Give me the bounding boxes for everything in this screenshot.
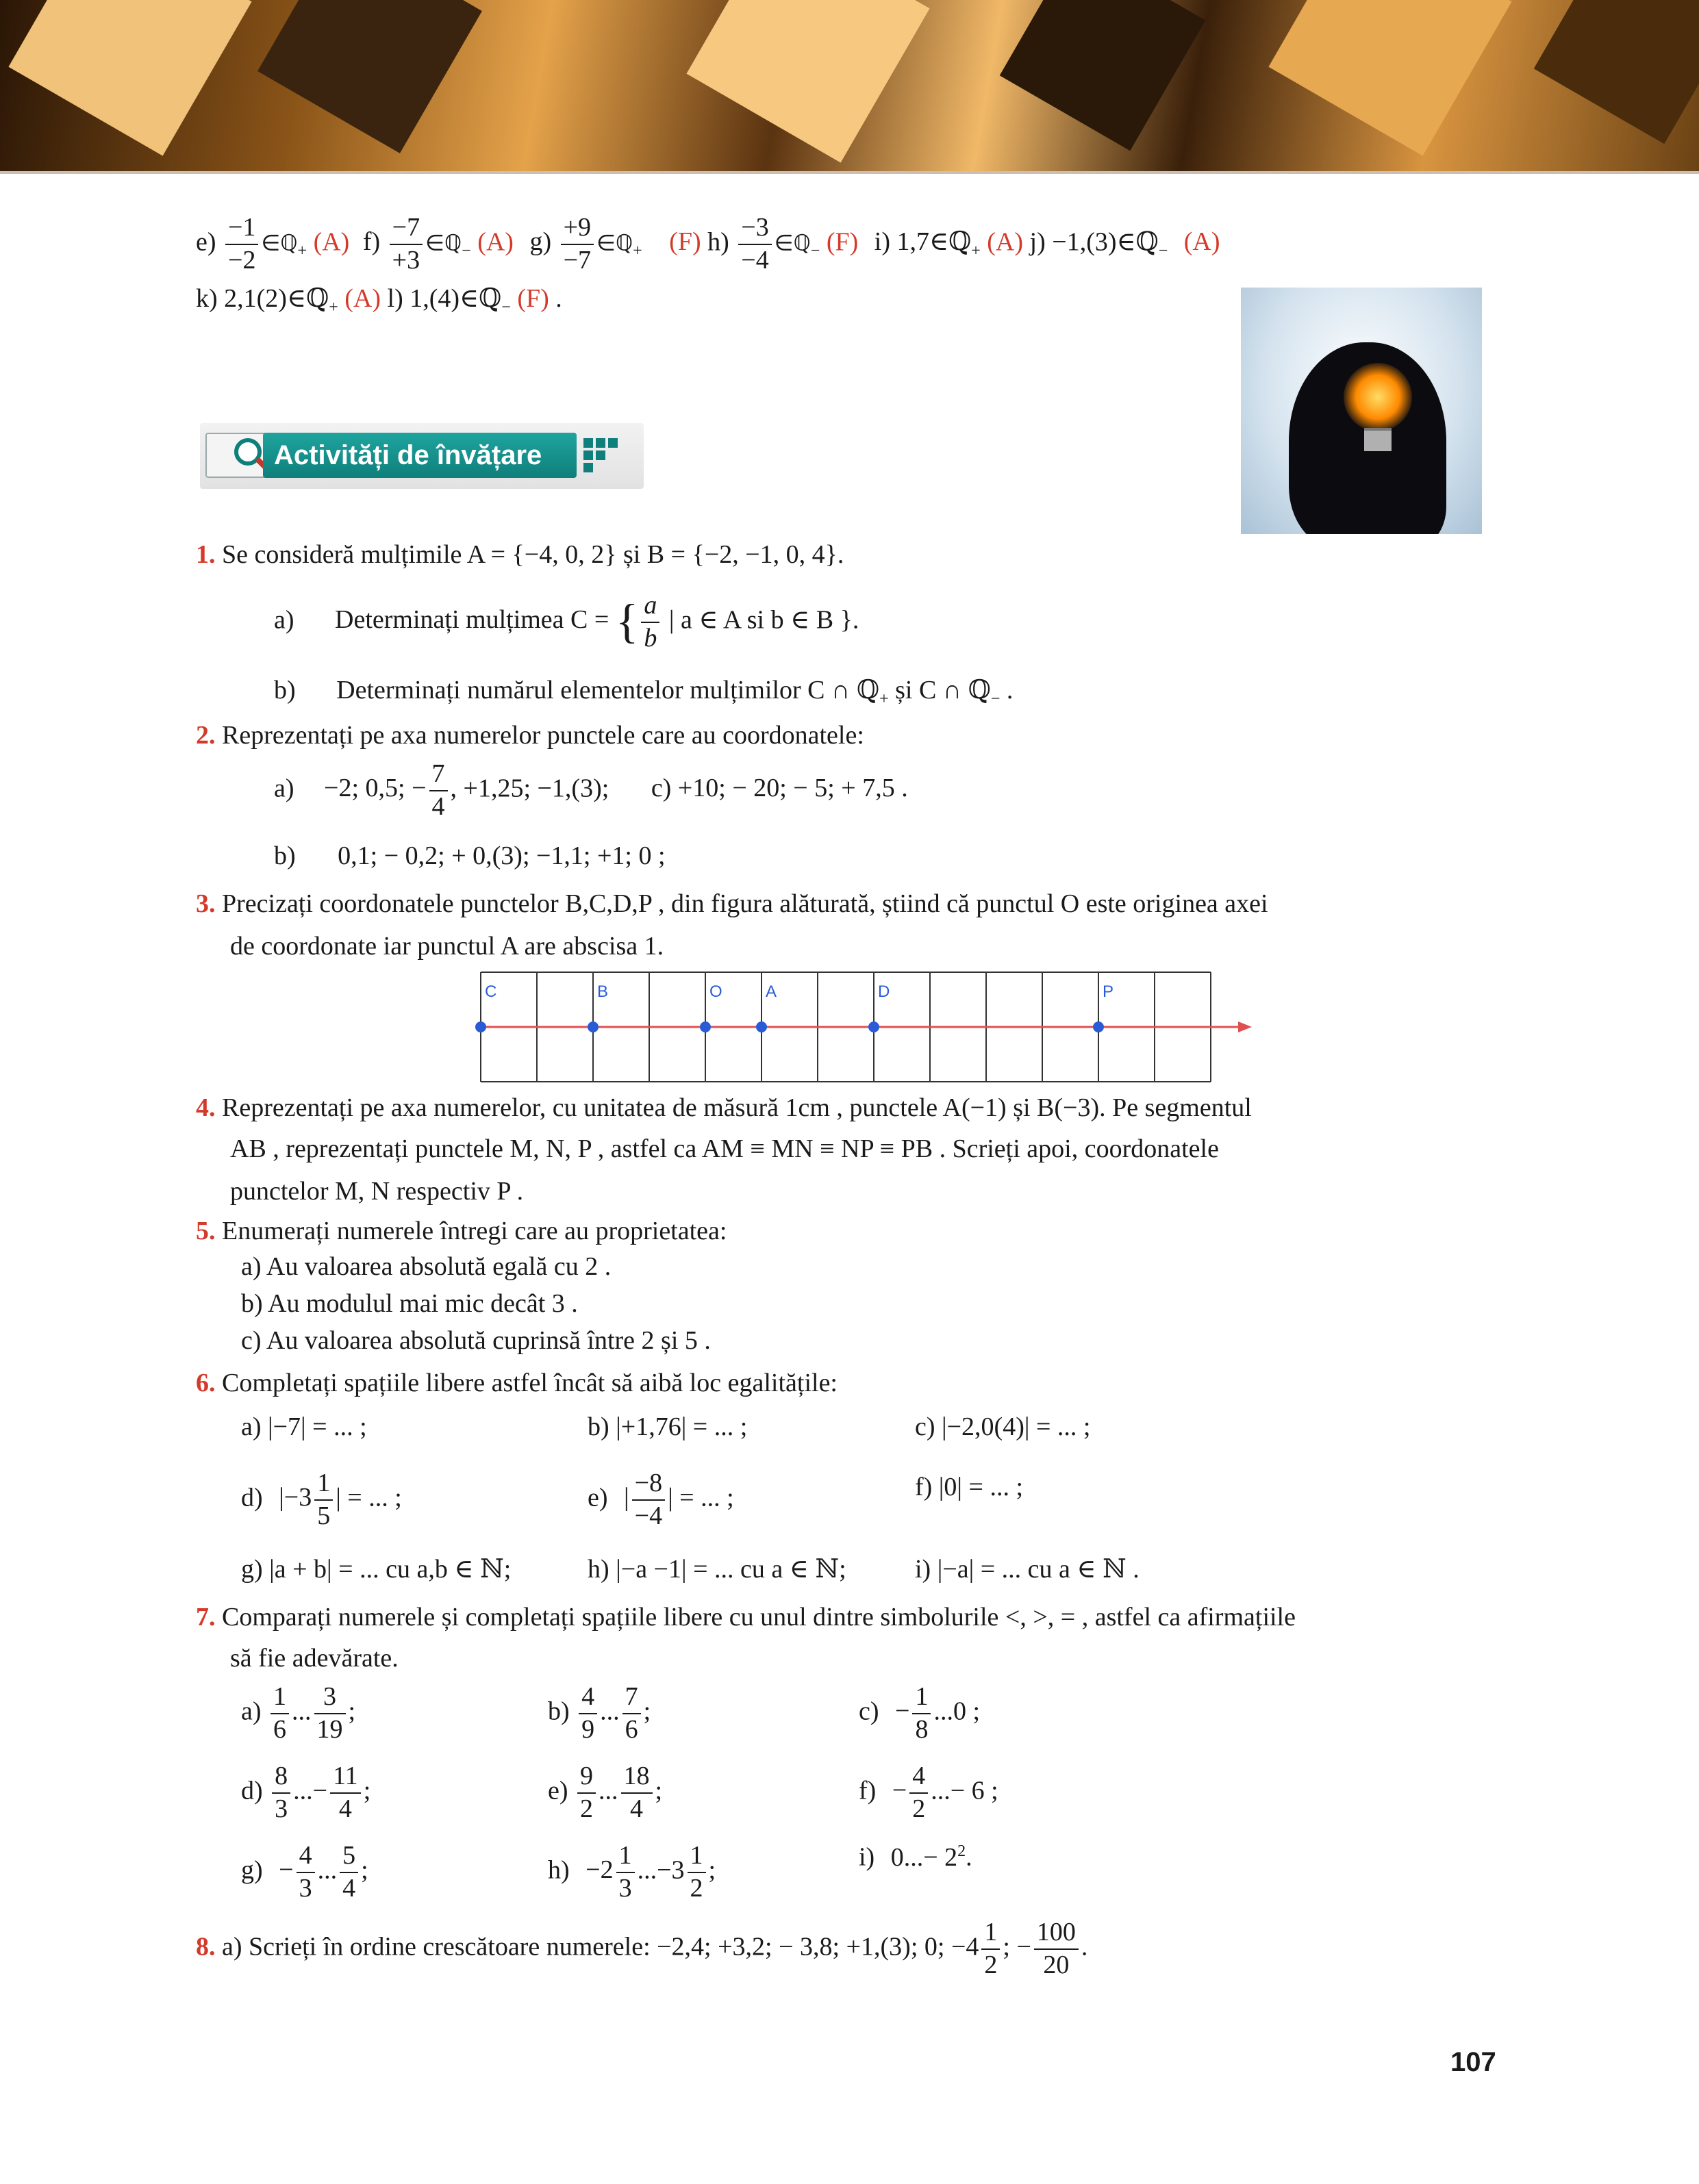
exercise-3: 3. Precizați coordonatele punctelor B,C,D,P , din figura alăturată, știind că punctul O este originea axei [196,889,1268,918]
exercise-number: 4. [196,1093,216,1122]
exercise-6b: b) |+1,76| = ... ; [588,1412,748,1441]
exercise-8: 8. a) Scrieți în ordine crescătoare numerele: −2,4; +3,2; − 3,8; +1,(3); 0; −4 $\frac{1}{2}$ ; − $\frac{100}{20}$ . [196,1918,1088,1979]
banner-cube [1000,0,1206,151]
exercise-2b: b) 0,1; − 0,2; + 0,(3); −1,1; +1; 0 ; [274,841,666,870]
exercise-6d: d) |−3 $\frac{1}{5}$ | = ... ; [241,1469,402,1530]
exercise-6a: a) |−7| = ... ; [241,1412,367,1441]
exercise-1b: b) Determinați numărul elementelor mulțimilor C ∩ ℚ$_+$ și C ∩ ℚ$_-$ . [274,676,1014,708]
section-title: Activități de învățare [263,433,577,478]
axis-points [475,982,1113,1032]
fraction: $\frac{-1}{-2}$ [225,212,258,276]
exercise-7f: f) − $\frac{4}{2}$ ...− 6 ; [859,1762,998,1823]
exercise-number: 5. [196,1217,216,1245]
exercise-5a: a) Au valoarea absolută egală cu 2 . [241,1252,612,1281]
exercise-1 [196,539,844,571]
lightbulb-base [1364,428,1392,451]
item-e-label: e) [196,227,216,257]
section-badge [200,423,644,489]
exercise-1a: a) Determinați mulțimea C = { $\frac{a}{b}$ | a ∈ A si b ∈ B }. [274,591,859,652]
exercise-6h: h) |−a −1| = ... cu a ∈ ℕ; [588,1555,846,1584]
exercise-6e: e) | $\frac{-8}{-4}$ | = ... ; [588,1469,734,1530]
axis-point-b [588,1021,599,1032]
banner-cube [257,0,482,153]
banner-cube [1268,0,1511,156]
exercise-4-line2: AB , reprezentați punctele M, N, P , astfel ca AM ≡ MN ≡ NP ≡ PB . Scrieți apoi, coordonatele [230,1134,1219,1163]
exercise-text: Se consideră mulțimile A = {−4, 0, 2} și B = {−2, −1, 0, 4}. [222,540,844,569]
exercise-7b: b) $\frac{4}{9}$ ... $\frac{7}{6}$ ; [548,1682,651,1744]
header-banner-image [0,0,1699,171]
axis-point-label: P [1103,982,1114,1001]
axis-point-c [475,1021,486,1032]
exercise-7: 7. Comparați numerele și completați spațiile libere cu unul dintre simbolurile <, >, = , astfel ca afirmațiile [196,1603,1296,1631]
exercise-number: 1. [196,540,216,569]
exercise-5c: c) Au valoarea absolută cuprinsă între 2 și 5 . [241,1326,711,1355]
exercise-7g: g) − $\frac{4}{3}$ ... $\frac{5}{4}$ ; [241,1841,368,1903]
fraction: $\frac{-3}{-4}$ [738,212,771,276]
exercise-2: 2. Reprezentați pe axa numerelor punctele care au coordonatele: [196,721,864,750]
exercise-6g: g) |a + b| = ... cu a,b ∈ ℕ; [241,1555,512,1584]
exercise-7h: h) −2 $\frac{1}{3}$ ...−3 $\frac{1}{2}$ ; [548,1841,716,1903]
answer-mark: (A) [987,227,1024,257]
exercise-7a: a) $\frac{1}{6}$ ... $\frac{3}{19}$ ; [241,1682,356,1744]
exercise-4: 4. Reprezentați pe axa numerelor, cu unitatea de măsură 1cm , punctele A(−1) și B(−3). Pe segmentul [196,1093,1252,1122]
exercise-number: 8. [196,1932,216,1961]
axis-point-a [756,1021,767,1032]
answers-row-1: e) $\frac{-1}{-2}$ ∈ℚ$_+$ (A) f) $\frac{-7}{+3}$ ∈ℚ$_-$ (A) g) $\frac{+9}{-7}$ ∈ℚ$_+$ (F) h) $\frac{-3}{-4}$ ∈ℚ$_-$ (F) i) 1,7∈ℚ$_+$ (A) j) −1,(3)∈ℚ$_-$ (A) [196,212,1220,276]
answer-mark: (A) [313,227,350,257]
exercise-6c: c) |−2,0(4)| = ... ; [915,1412,1091,1441]
grid-icon [583,438,631,472]
exercise-6i: i) |−a| = ... cu a ∈ ℕ . [915,1555,1140,1584]
exercise-5b: b) Au modulul mai mic decât 3 . [241,1289,578,1318]
exercise-7d: d) $\frac{8}{3}$ ...− $\frac{11}{4}$ ; [241,1762,371,1823]
exercise-7-line2: să fie adevărate. [230,1644,399,1673]
axis-point-label: C [485,982,497,1001]
axis-point-label: D [878,982,890,1001]
number-axis-figure [466,965,1253,1090]
page-number: 107 [1450,2047,1496,2077]
exercise-number: 3. [196,889,216,918]
answer-mark: (A) [344,284,381,313]
banner-cube [686,0,929,163]
axis-point-label: A [766,982,777,1001]
exercise-number: 6. [196,1369,216,1397]
axis-point-d [868,1021,879,1032]
answers-row-2: k) 2,1(2)∈ℚ$_+$ (A) l) 1,(4)∈ℚ$_-$ (F) . [196,284,562,316]
answer-mark: (A) [1183,227,1220,257]
exercise-6: 6. Completați spațiile libere astfel încât să aibă loc egalitățile: [196,1369,838,1397]
exercise-7c: c) − $\frac{1}{8}$ ...0 ; [859,1682,981,1744]
fraction: $\frac{+9}{-7}$ [561,212,594,276]
answer-mark: (F) [669,227,701,257]
exercise-7e: e) $\frac{9}{2}$ ... $\frac{18}{4}$ ; [548,1762,663,1823]
banner-cube [8,0,251,156]
answer-mark: (A) [477,227,514,257]
answer-mark: (F) [826,227,859,257]
exercise-5: 5. Enumerați numerele întregi care au proprietatea: [196,1217,727,1245]
axis-point-o [700,1021,711,1032]
exercise-4-line3: punctelor M, N respectiv P . [230,1177,524,1206]
exercise-2a: a) −2; 0,5; − $\frac{7}{4}$ , +1,25; −1,(3); c) +10; − 20; − 5; + 7,5 . [274,759,908,821]
axis-point-label: O [709,982,722,1001]
lightbulb-icon [1344,363,1412,431]
thinking-head-illustration [1241,288,1482,534]
exercise-6f: f) |0| = ... ; [915,1473,1024,1501]
axis-arrow [1238,1021,1252,1032]
answer-mark: (F) [517,284,549,313]
exercise-number: 2. [196,721,216,750]
axis-point-label: B [597,982,609,1001]
banner-cube [1534,0,1699,144]
exercise-3-line2: de coordonate iar punctul A are abscisa 1. [230,932,664,961]
exercise-7i: i) $0...- 2^2$. [859,1842,972,1872]
exercise-number: 7. [196,1603,216,1631]
axis-point-p [1093,1021,1104,1032]
fraction: $\frac{-7}{+3}$ [390,212,423,276]
banner-divider [0,171,1699,174]
